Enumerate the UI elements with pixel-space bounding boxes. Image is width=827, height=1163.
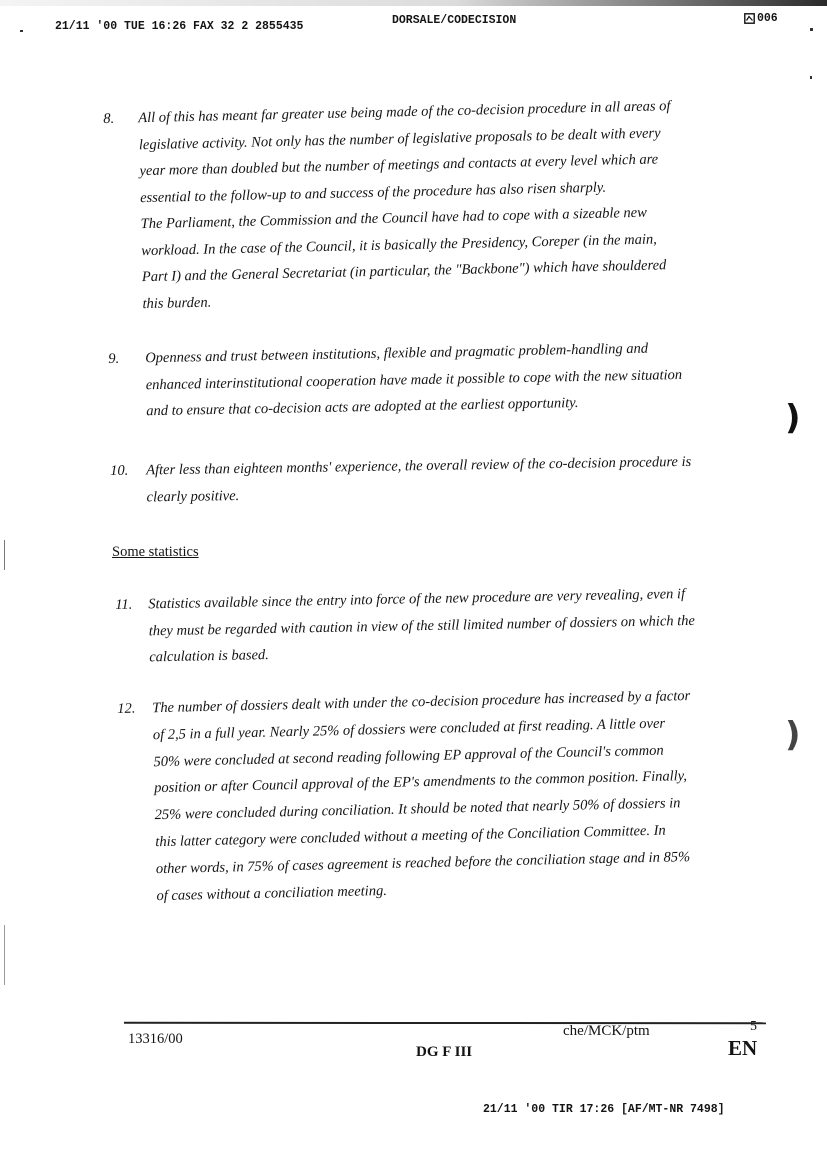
paragraph-line: Openness and trust between institutions, flexible and pragmatic problem-handling and <box>145 340 649 367</box>
paragraph-line: they must be regarded with caution in view of the still limited number of dossiers on which the <box>148 612 696 639</box>
paragraph-11 <box>115 581 696 672</box>
paragraph-line: enhanced interinstitutional cooperation have made it possible to cope with the new situation <box>145 366 683 393</box>
fax-edge-strip <box>0 0 827 6</box>
paragraph-line: this burden. <box>142 294 212 312</box>
paragraph-line: The Parliament, the Commission and the Council have had to cope with a sizeable new <box>140 204 647 233</box>
fax-page-code: 006 <box>757 12 778 25</box>
scan-mark <box>4 925 5 985</box>
footer-department: DG F III <box>416 1044 473 1060</box>
paragraph-line: of 2,5 in a full year. Nearly 25% of dossiers were concluded at first reading. A little over <box>152 715 666 743</box>
paragraph-number: 11. <box>115 596 133 613</box>
paragraph-body <box>145 335 683 425</box>
paragraph-line: Statistics available since the entry into force of the new procedure are very revealing, even if <box>148 586 686 613</box>
scan-mark <box>20 30 23 32</box>
paragraph-line: workload. In the case of the Council, it is basically the Presidency, Coreper (in the main, <box>141 230 657 259</box>
paragraph-line: year more than doubled but the number of meetings and contacts at every level which are <box>139 151 659 180</box>
paragraph-10 <box>110 449 692 511</box>
paragraph-body <box>152 683 695 910</box>
fax-header <box>0 14 827 38</box>
paragraph-line: 25% were concluded during conciliation. It should be noted that nearly 50% of dossiers in <box>154 795 681 824</box>
paragraph-line: After less than eighteen months' experience, the overall review of the co-decision procedure is <box>146 453 692 479</box>
fax-header-transmission: 21/11 '00 TUE 16:26 FAX 32 2 2855435 <box>55 20 304 33</box>
paragraph-line: essential to the follow-up to and success of the procedure has also risen sharply. <box>139 179 607 206</box>
paragraph-body <box>146 449 692 511</box>
footer-language: EN <box>728 1036 758 1060</box>
scan-mark <box>4 540 5 570</box>
scan-mark <box>810 28 813 31</box>
footer-author: che/MCK/ptm <box>563 1023 650 1039</box>
punch-hole-mark: ) <box>785 715 801 755</box>
paragraph-line: this latter category were concluded without a meeting of the Conciliation Committee. In <box>155 822 666 851</box>
paragraph-body <box>138 93 675 317</box>
paragraph-line: Part I) and the General Secretariat (in particular, the "Backbone") which have shouldered <box>141 257 667 286</box>
paragraph-line: clearly positive. <box>146 487 240 505</box>
fax-page-icon <box>744 13 755 24</box>
paragraph-number: 8. <box>103 110 115 127</box>
paragraph-line: The number of dossiers dealt with under the co-decision procedure has increased by a factor <box>152 687 691 717</box>
paragraph-line: legislative activity. Not only has the number of legislative proposals to be dealt with every <box>138 124 661 153</box>
paragraph-line: 50% were concluded at second reading following EP approval of the Council's common <box>153 742 664 770</box>
footer-rule <box>124 1022 766 1025</box>
paragraph-number: 10. <box>110 462 129 479</box>
paragraph-line: other words, in 75% of cases agreement is reached before the conciliation stage and in 85% <box>155 848 691 877</box>
paragraph-line: position or after Council approval of the EP's amendments to the common position. Finally, <box>153 768 688 797</box>
fax-header-page <box>744 12 778 25</box>
paragraph-line: of cases without a conciliation meeting. <box>156 882 388 904</box>
paragraph-8 <box>103 93 675 318</box>
fax-receipt-stamp: 21/11 '00 TIR 17:26 [AF/MT-NR 7498] <box>483 1103 725 1116</box>
footer-page-number: 5 <box>750 1019 757 1034</box>
paragraph-body <box>148 581 696 671</box>
scan-mark <box>810 76 812 79</box>
section-heading: Some statistics <box>112 544 199 560</box>
footer-doc-ref: 13316/00 <box>128 1031 183 1047</box>
punch-hole-mark: ) <box>785 398 801 438</box>
paragraph-line: All of this has meant far greater use being made of the co-decision procedure in all areas of <box>138 98 671 127</box>
paragraph-12 <box>117 683 695 910</box>
fax-header-title: DORSALE/CODECISION <box>392 14 517 27</box>
paragraph-9 <box>108 335 683 425</box>
paragraph-line: calculation is based. <box>149 647 270 666</box>
paragraph-line: and to ensure that co-decision acts are adopted at the earliest opportunity. <box>146 394 579 420</box>
paragraph-number: 9. <box>108 350 120 367</box>
paragraph-number: 12. <box>117 700 136 717</box>
